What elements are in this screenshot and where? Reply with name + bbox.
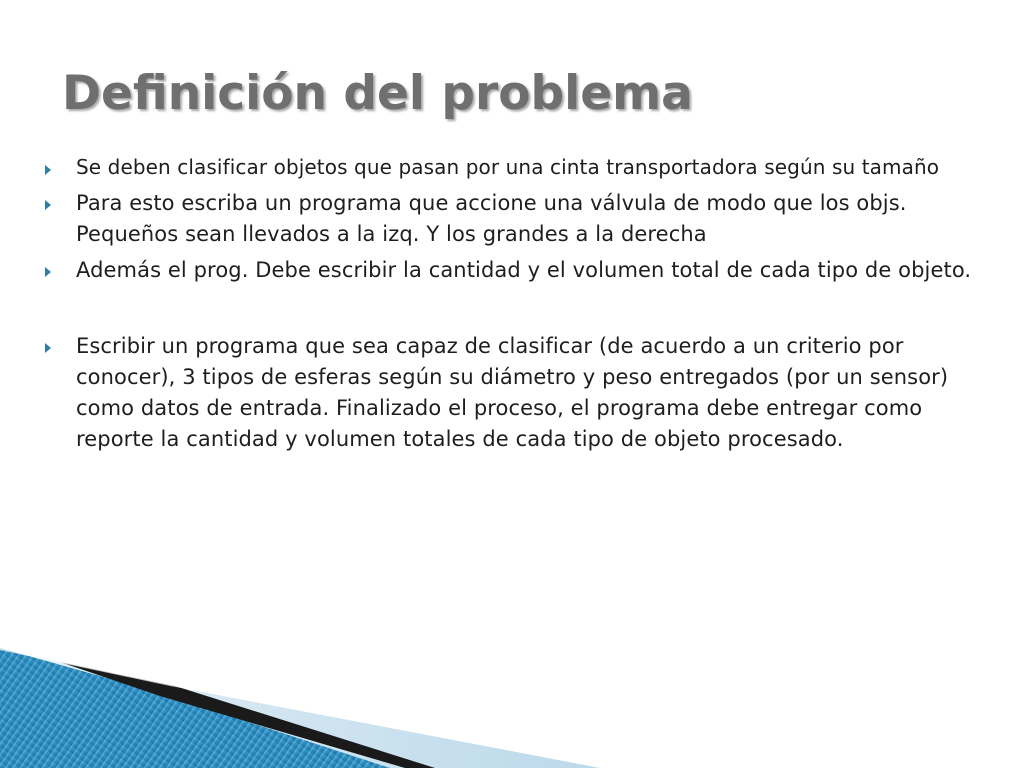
bullet-text: Además el prog. Debe escribir la cantidad y el volumen total de cada tipo de objeto. (76, 258, 972, 282)
slide-title: Definición del problema (62, 66, 693, 121)
blue-wedge-shape (0, 648, 390, 768)
bullet-text: Para esto escriba un programa que accione una válvula de modo que los objs. Pequeños sean llevados a la izq. Y los grandes a la derecha (76, 191, 907, 246)
bullet-text: Se deben clasificar objetos que pasan por una cinta transportadora según su tamaño (76, 155, 940, 179)
bullet-text: Escribir un programa que sea capaz de clasificar (de acuerdo a un criterio por conocer), 3 tipos de esferas según su diámetro y peso entregados (por un sensor) como datos de entrada. Finalizado el proceso, el programa debe entregar como reporte la cantidad y volumen totales de cada tipo de objeto procesado. (76, 334, 949, 451)
